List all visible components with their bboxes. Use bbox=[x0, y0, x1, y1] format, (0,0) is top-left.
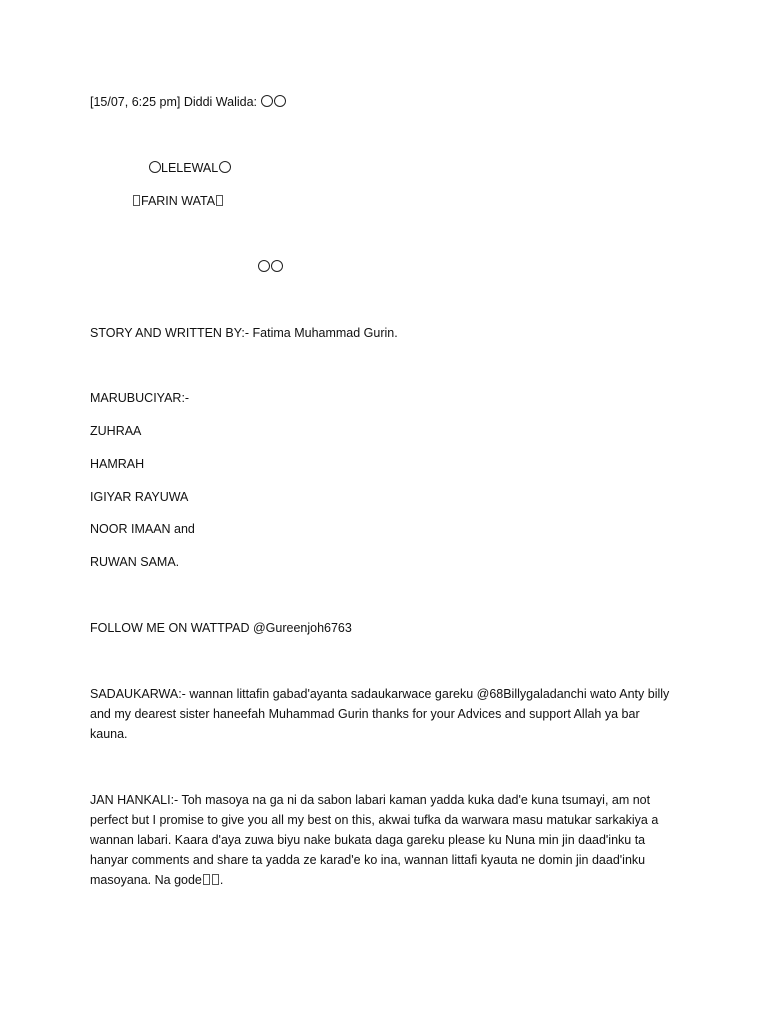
missing-glyph-icon bbox=[133, 195, 140, 206]
emoji-divider bbox=[257, 259, 283, 275]
circle-emoji-icon bbox=[149, 161, 161, 173]
sadaukarwa-paragraph: SADAUKARWA:- wannan littafin gabad'ayanta sadaukarwace gareku @68Billygaladanchi wato Anty billy and my dearest sister haneefah Muhammad Gurin thanks for your Advices and support Allah ya bar kauna. bbox=[90, 687, 670, 741]
story-title bbox=[148, 160, 231, 176]
message-header bbox=[90, 94, 287, 110]
missing-glyph-icon bbox=[212, 874, 219, 885]
circle-emoji-icon bbox=[261, 95, 273, 107]
circle-emoji-icon bbox=[274, 95, 286, 107]
circle-emoji-icon bbox=[271, 260, 283, 272]
story-title-text: LELEWAL bbox=[161, 161, 219, 175]
author-name: RUWAN SAMA. bbox=[90, 555, 180, 569]
author-name: HAMRAH bbox=[90, 457, 145, 471]
missing-glyph-icon bbox=[203, 874, 210, 885]
circle-emoji-icon bbox=[219, 161, 231, 173]
jan-hankali-text: JAN HANKALI:- Toh masoya na ga ni da sabon labari kaman yadda kuka dad'e kuna tsumayi, am not perfect but I promise to give you all my best on this, akwai tufka da warwara masu matukar sarkakiya a wannan labari. Kaara d'aya zuwa biyu nake bukata daga gareku please ku Nuna min jin daad'inku ta hanyar comments and share ta yadda ze karad'e ko ina, wannan littafi kyauta ne domin jin daad'inku masoyana. Na gode bbox=[90, 793, 659, 887]
jan-hankali-end: . bbox=[219, 873, 224, 887]
message-timestamp: [15/07, 6:25 pm] bbox=[90, 95, 181, 109]
missing-glyph-icon bbox=[216, 195, 223, 206]
follow-line: FOLLOW ME ON WATTPAD @Gureenjoh6763 bbox=[90, 621, 352, 635]
author-name: ZUHRAA bbox=[90, 424, 142, 438]
story-subtitle bbox=[132, 193, 224, 209]
marubuciyar-label: MARUBUCIYAR:- bbox=[90, 391, 190, 405]
author-name: IGIYAR RAYUWA bbox=[90, 490, 189, 504]
jan-hankali-paragraph bbox=[90, 790, 680, 890]
author-line: STORY AND WRITTEN BY:- Fatima Muhammad Gurin. bbox=[90, 326, 398, 340]
message-sender: Diddi Walida: bbox=[183, 95, 258, 109]
author-name: NOOR IMAAN and bbox=[90, 522, 195, 536]
story-subtitle-text: FARIN WATA bbox=[141, 194, 216, 208]
circle-emoji-icon bbox=[258, 260, 270, 272]
